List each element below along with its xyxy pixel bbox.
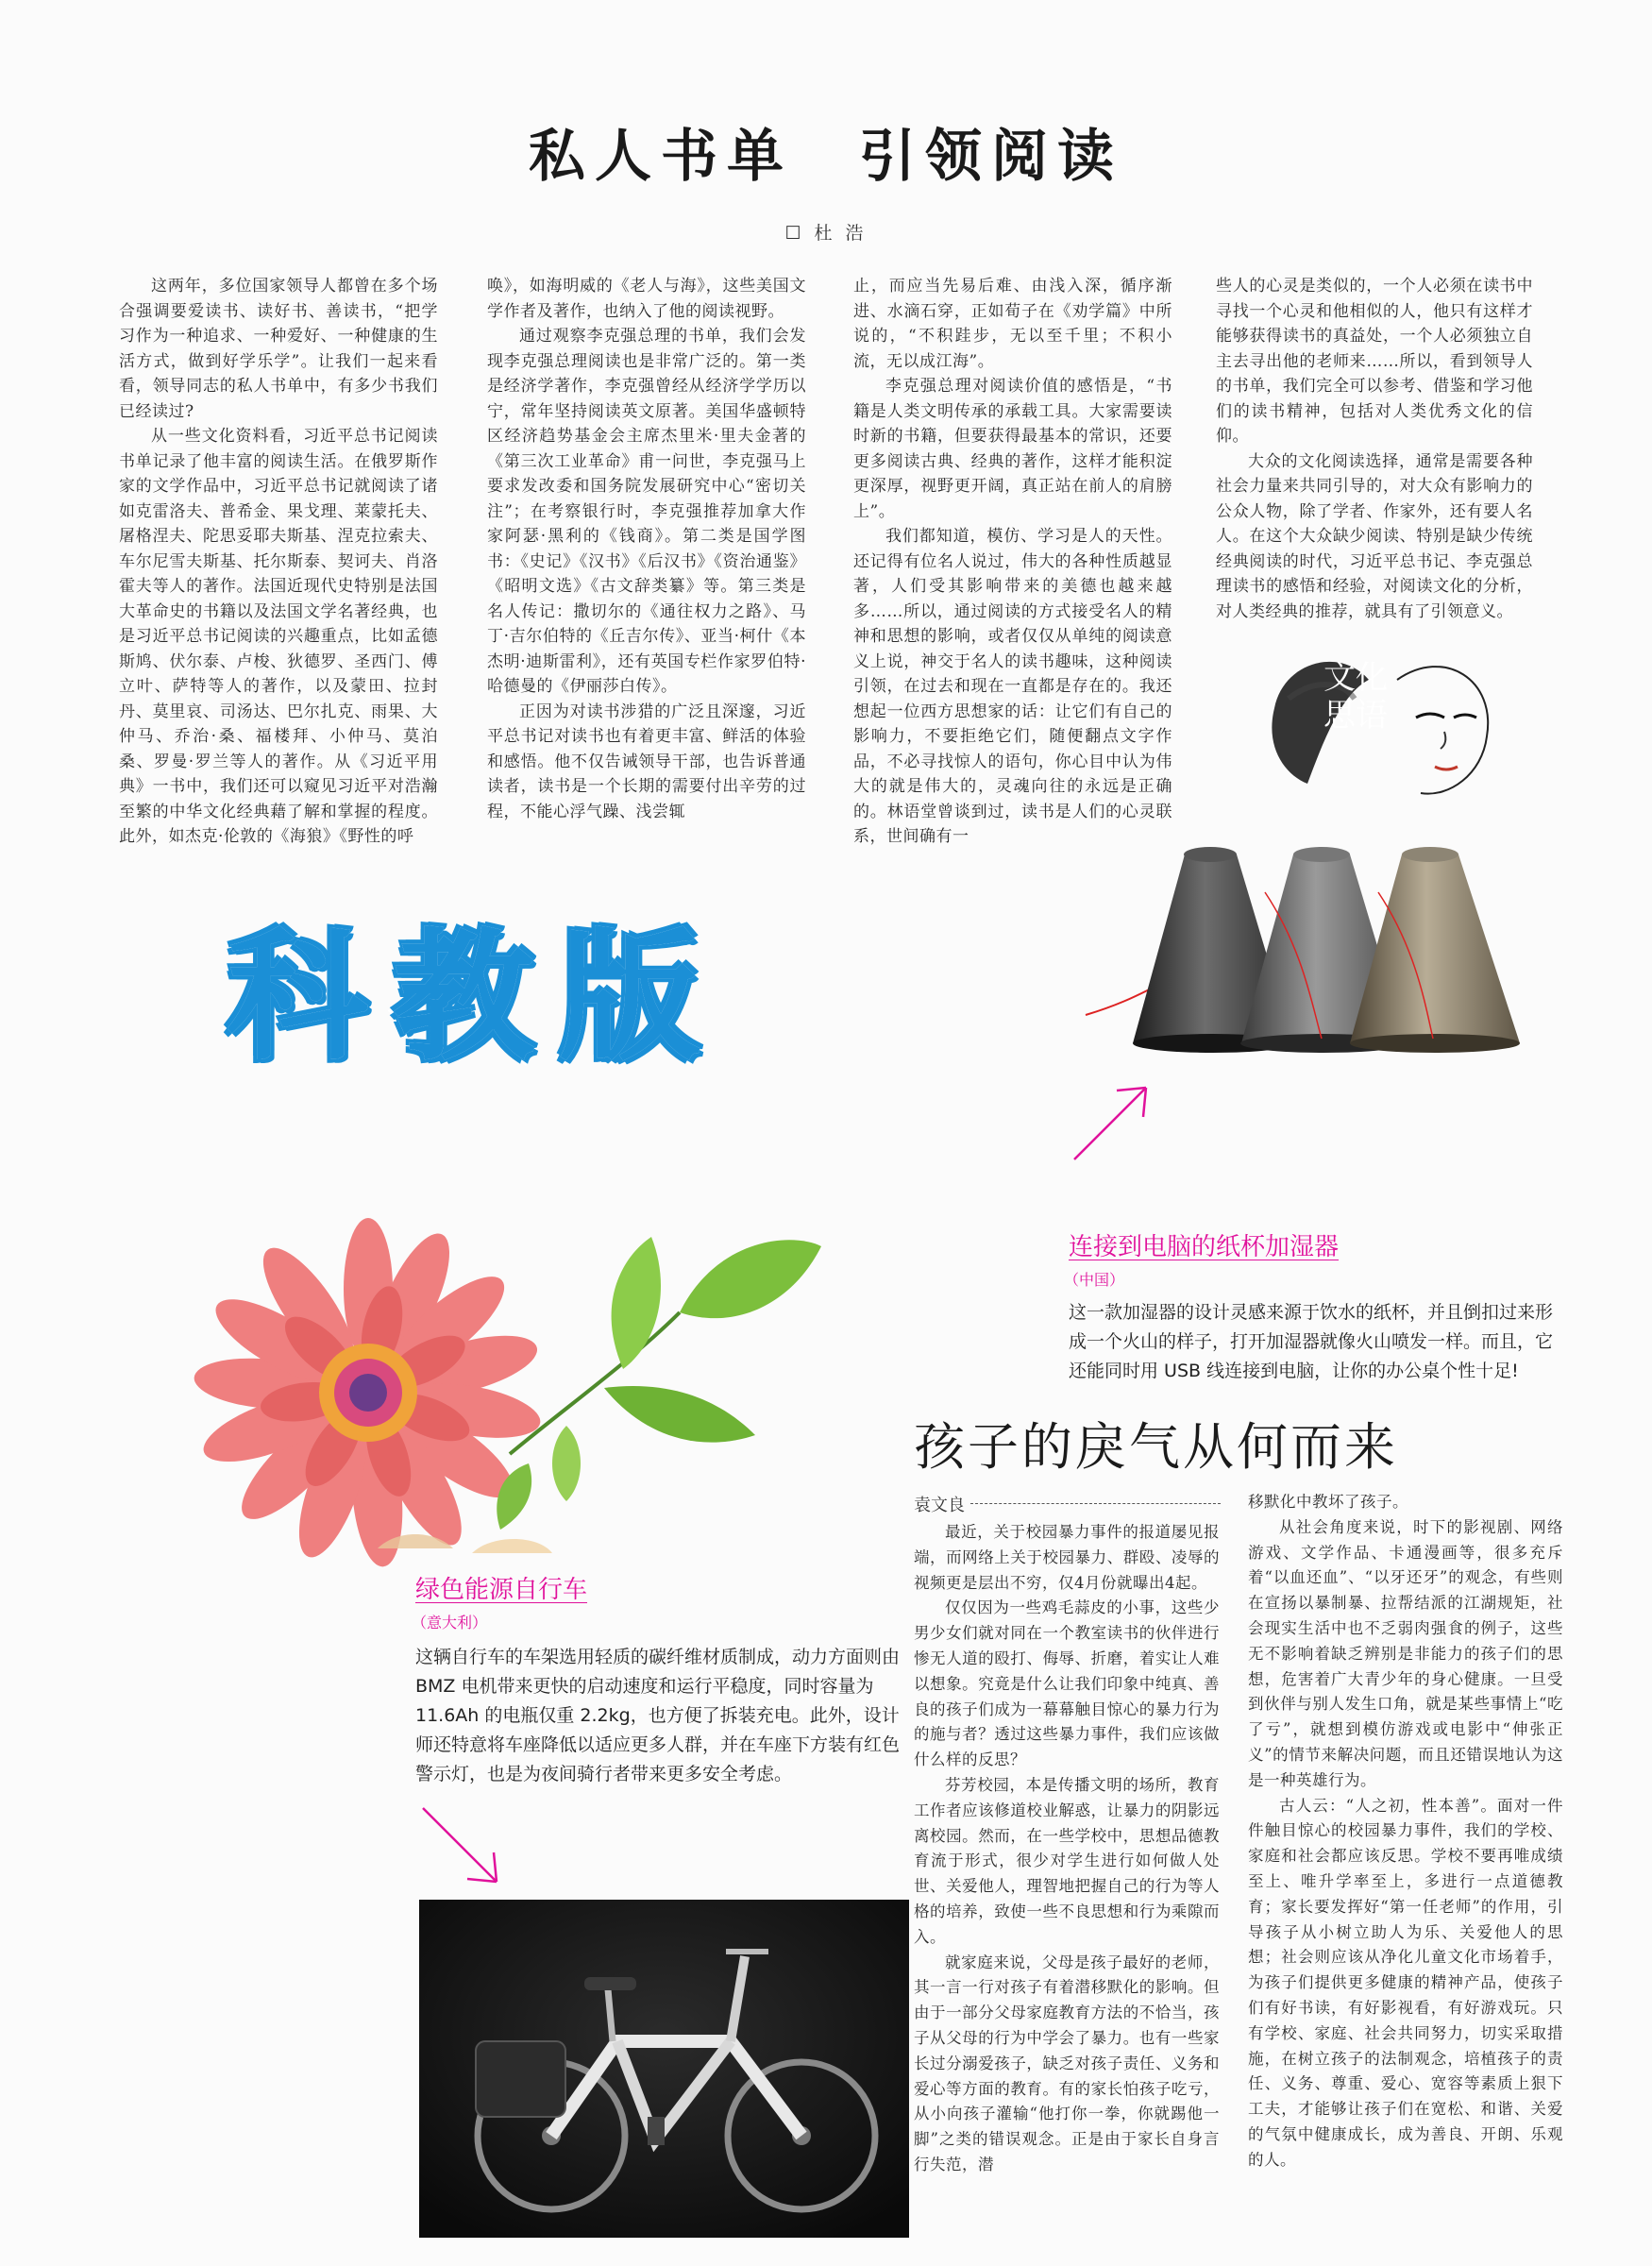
bike-seat xyxy=(584,1977,636,1990)
article1-author: ☐ 杜 浩 xyxy=(784,223,868,244)
article1-column-2 xyxy=(487,274,806,824)
paragraph: 仅仅因为一些鸡毛蒜皮的小事，这些少男少女们就对同在一个教室读书的伙伴进行惨无人道的殴打、侮辱、折磨，着实让人难以想象。究竟是什么让我们印象中纯真、善良的孩子们成为一幕幕触目惊心的暴力行为的施与者？透过这些暴力事件，我们应该做什么样的反思？ xyxy=(914,1598,1220,1769)
logo-char: 文 xyxy=(1323,659,1356,697)
flower-petals xyxy=(192,1218,544,1567)
paragraph: 止，而应当先易后难、由浅入深，循序渐进、水滴石穿，正如荀子在《劝学篇》中所说的，“不积跬步，无以至千里；不积小流，无以成江海”。 xyxy=(853,277,1172,371)
flower-illustration xyxy=(189,1218,859,1567)
humidifier-origin: （中国） xyxy=(1064,1271,1125,1289)
article1-column-4 xyxy=(1216,274,1533,624)
article1-column-1 xyxy=(119,274,438,850)
paragraph: 些人的心灵是类似的，一个人必须在读书中寻找一个心灵和他相似的人，他只有这样才能够获得读书的真益处，一个人必须独立自主去寻出他的老师来……所以，看到领导人的书单，我们完全可以参考、借鉴和学习他们的读书精神，包括对人类优秀文化的信仰。 xyxy=(1216,277,1533,446)
article1-column-3 xyxy=(853,274,1172,850)
paragraph: 唤》，如海明威的《老人与海》，这些美国文学作者及著作，也纳入了他的阅读视野。 xyxy=(487,277,806,321)
paragraph: 从社会角度来说，时下的影视剧、网络游戏、文学作品、卡通漫画等，很多充斥着“以血还血”、“以牙还牙”的观念，有些则在宣扬以暴制暴、拉帮结派的江湖规矩，社会现实生活中也不乏弱肉强食的例子，这些无不影响着缺乏辨别是非能力的孩子们的思想，危害着广大青少年的身心健康。一旦受到伙伴与别人发生口角，就是某些事情上“吃了亏”，就想到模仿游戏或电影中“伸张正义”的情节来解决问题，而且还错误地认为这是一种英雄行为。 xyxy=(1248,1517,1563,1789)
culture-column-logo xyxy=(1256,642,1510,803)
bicycle-title: 绿色能源自行车 xyxy=(415,1576,588,1604)
bicycle-origin: （意大利） xyxy=(412,1614,488,1632)
paragraph: 芬芳校园，本是传播文明的场所，教育工作者应该修道校业解惑，让暴力的阴影远离校园。然而，在一些学校中，思想品德教育流于形式，很少对学生进行如何做人处世、关爱他人，理智地把握自己的行为等人格的培养，致使一些不良思想和行为乘隙而入。 xyxy=(914,1775,1220,1946)
paragraph: 最近，关于校园暴力事件的报道屡见报端，而网络上关于校园暴力、群殴、凌辱的视频更是层出不穷，仅4月份就曝出4起。 xyxy=(914,1523,1220,1592)
section-banner: 科教版 xyxy=(227,916,726,1080)
paragraph: 通过观察李克强总理的书单，我们会发现李克强总理阅读也是非常广泛的。第一类是经济学著作，李克强曾经从经济学学历以宁，常年坚持阅读英文原著。美国华盛顿特区经济趋势基金会主席杰里米·里夫金著的《第三次工业革命》甫一问世，李克强马上要求发改委和国务院发展研究中心“密切关注”；在考察银行时，李克强推荐加拿大作家阿瑟·黑利的《钱商》。第二类是国学图书：《史记》《汉书》《后汉书》《资治通鉴》《昭明文选》《古文辞类纂》等。第三类是名人传记：撒切尔的《通往权力之路》、马丁·吉尔伯特的《丘吉尔传》、亚当·柯什《本杰明·迪斯雷利》，还有英国专栏作家罗伯特·哈德曼的《伊丽莎白传》。 xyxy=(487,327,806,696)
article2-author: 袁文良 xyxy=(914,1496,965,1515)
paragraph: 我们都知道，模仿、学习是人的天性。还记得有位名人说过，伟大的各种性质越显著，人们受其影响带来的美德也越来越多……所以，通过阅读的方式接受名人的精神和思想的影响，或者仅仅从单纯的阅读意义上说，神交于名人的读书趣味，这种阅读引领，在过去和现在一直都是存在的。我还想起一位西方思想家的话：让它们有自己的影响力，不要拒绝它们，随便翻点文字作品，不必寻找惊人的语句，你心目中认为伟大的就是伟大的，灵魂向往的永远是正确的。林语堂曾谈到过，读书是人们的心灵联系，世间确有一 xyxy=(853,527,1172,846)
arrow-icon xyxy=(1065,1076,1159,1171)
paragraph: 正因为对读书涉猎的广泛且深邃，习近平总书记对读书也有着更丰富、鲜活的体验和感悟。他不仅告诫领导干部，也告诉普通读者，读书是一个长期的需要付出辛劳的过程，不能心浮气躁、浅尝辄 xyxy=(487,702,806,821)
humidifier-title: 连接到电脑的纸杯加湿器 xyxy=(1069,1233,1340,1261)
author-rule xyxy=(970,1503,1221,1504)
leaves xyxy=(497,1237,821,1530)
paragraph: 古人云：“人之初，性本善”。面对一件件触目惊心的校园暴力事件，我们的学校、家庭和社会都应该反思。学校不要再唯成绩至上、唯升学率至上，多进行一点道德教育；家长要发挥好“第一任老师”的作用，引导孩子从小树立助人为乐、关爱他人的思想；社会则应该从净化儿童文化市场着手，为孩子们提供更多健康的精神产品，使孩子们有好书读，有好影视看，有好游戏玩。只有学校、家庭、社会共同努力，切实采取措施，在树立孩子的法制观念，培植孩子的责任、义务、尊重、爱心、宽容等素质上狠下工夫，才能够让孩子们在宽松、和谐、关爱的气氛中健康成长，成为善良、开朗、乐观的人。 xyxy=(1248,1796,1563,2169)
rear-bag xyxy=(476,2041,565,2117)
bicycle-photo xyxy=(419,1900,909,2238)
paragraph: 移默化中教坏了孩子。 xyxy=(1248,1493,1408,1511)
article1-title: 私人书单 引领阅读 xyxy=(529,124,1123,190)
arrow-icon xyxy=(415,1799,510,1893)
paragraph: 这两年，多位国家领导人都曾在多个场合强调要爱读书、读好书、善读书，“把学习作为一种追求、一种爱好、一种健康的生活方式，做到好学乐学”。让我们一起来看看，领导同志的私人书单中，有多少书我们已经读过? xyxy=(119,277,438,421)
paragraph: 从一些文化资料看，习近平总书记阅读书单记录了他丰富的阅读生活。在俄罗斯作家的文学作品中，习近平总书记就阅读了诸如克雷洛夫、普希金、果戈理、莱蒙托夫、屠格涅夫、陀思妥耶夫斯基、涅克拉索夫、车尔尼雪夫斯基、托尔斯泰、契诃夫、肖洛霍夫等人的著作。法国近现代史特别是法国大革命史的书籍以及法国文学名著经典，也是习近平总书记阅读的兴趣重点，比如孟德斯鸠、伏尔泰、卢梭、狄德罗、圣西门、傅立叶、萨特等人的著作，以及蒙田、拉封丹、莫里哀、司汤达、巴尔扎克、雨果、大仲马、乔治·桑、福楼拜、小仲马、莫泊桑、罗曼·罗兰等人的著作。从《习近平用典》一书中，我们还可以窥见习近平对浩瀚至繁的中华文化经典藉了解和掌握的程度。此外，如杰克·伦敦的《海狼》《野性的呼 xyxy=(119,427,438,846)
bicycle-description: 这辆自行车的车架选用轻质的碳纤维材质制成，动力方面则由 BMZ 电机带来更快的启动速度和运行平稳度，同时容量为11.6Ah 的电瓶仅重 2.2kg，也方便了拆装充电。此外，设计师还特意将车座降低以适应更多人群，并在车座下方装有红色警示灯，也是为夜间骑行者带来更多安全考虑。 xyxy=(415,1647,901,1784)
article2-column-1 xyxy=(914,1520,1220,2178)
humidifier-description: 这一款加湿器的设计灵感来源于饮水的纸杯，并且倒扣过来形成一个火山的样子，打开加湿器就像火山喷发一样。而且，它还能同时用 USB 线连接到电脑，让你的办公桌个性十足! xyxy=(1069,1302,1554,1381)
article2-column-2 xyxy=(1248,1490,1563,2173)
logo-char: 化 xyxy=(1356,659,1388,697)
paragraph: 大众的文化阅读选择，通常是需要各种社会力量来共同引导的，对大众有影响力的公众人物，除了学者、作家外，还有要人名人。在这个大众缺少阅读、特别是缺少传统经典阅读的时代，习近平总书记、李克强总理读书的感悟和经验，对阅读文化的分析，对人类经典的推荐，就具有了引领意义。 xyxy=(1216,451,1533,621)
logo-char: 思 xyxy=(1323,697,1356,735)
paragraph: 就家庭来说，父母是孩子最好的老师，其一言一行对孩子有着潜移默化的影响。但由于一部分父母家庭教育方法的不恰当，孩子从父母的行为中学会了暴力。也有一些家长过分溺爱孩子，缺乏对孩子责任、义务和爱心等方面的教育。有的家长怕孩子吃亏，从小向孩子灌输“他打你一拳，你就踢他一脚”之类的错误观念。正是由于家长自身言行失范，潜 xyxy=(914,1953,1220,2173)
article2-title: 孩子的戾气从何而来 xyxy=(914,1417,1398,1477)
humidifier-image xyxy=(1076,836,1539,1072)
paragraph: 李克强总理对阅读价值的感悟是，“书籍是人类文明传承的承载工具。大家需要读时新的书籍，但要获得最基本的常识，还要更多阅读古典、经典的著作，这样才能积淀更深厚，视野更开阔，真正站在前人的肩膀上”。 xyxy=(853,377,1172,521)
logo-char: 语 xyxy=(1356,697,1388,735)
